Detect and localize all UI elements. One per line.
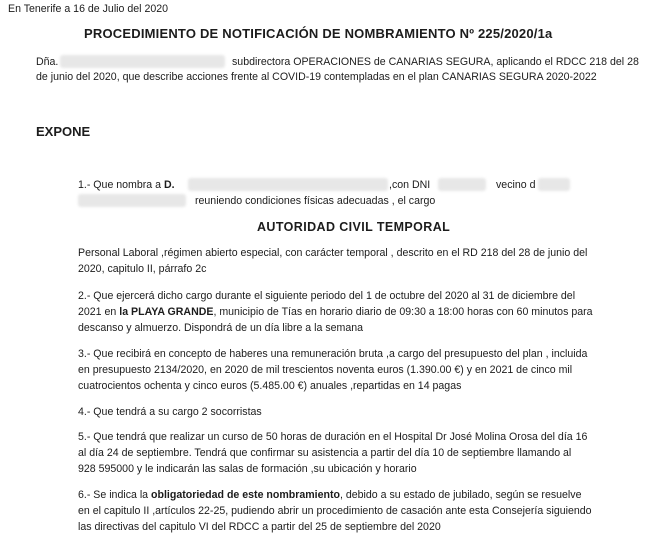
beach-name: la PLAYA GRANDE	[119, 306, 214, 318]
authority-heading: AUTORIDAD CIVIL TEMPORAL	[257, 220, 451, 234]
paragraph-line	[78, 305, 638, 319]
item-6-paragraph	[78, 488, 638, 534]
item-2-paragraph	[78, 289, 638, 335]
paragraph-line: 3.- Que recibirá en concepto de haberes una remuneración bruta ,a cargo del presupuesto del plan , incluida	[78, 348, 588, 360]
expone-heading: EXPONE	[36, 124, 91, 139]
redacted-town-blur-2	[78, 194, 186, 207]
document-title: PROCEDIMIENTO DE NOTIFICACIÓN DE NOMBRAMIENTO Nº 225/2020/1a	[84, 26, 553, 41]
paragraph-line: 4.- Que tendrá a su cargo 2 socorristas	[78, 406, 262, 418]
text-span: , debido a su estado de jubilado, según se resuelve	[339, 489, 582, 501]
paragraph-line: las directivas del capitulo VI del RDCC a partir del 25 de septiembre del 2020	[78, 521, 441, 533]
redacted-town-blur	[538, 178, 570, 191]
item-4-paragraph	[78, 405, 638, 419]
item-1-name-prefix: D.	[163, 179, 175, 191]
paragraph-line: en presupuesto 2134/2020, en 2020 de mil trescientos noventa euros (1.390.00 €) y en 2021 de cinco mil	[78, 364, 573, 376]
paragraph-line: cuatrocientos ochenta y cinco euros (5.485.00 €) anuales ,repartidas en 14 pagas	[78, 380, 462, 392]
paragraph-line: al día 24 de septiembre. Tendrá que confirmar su asistencia a partir del día 10 de septiembre llamando al	[78, 447, 572, 459]
text-span: 2021 en	[78, 306, 120, 318]
item-1-line-2: reuniendo condiciones físicas adecuadas , el cargo	[195, 195, 436, 207]
paragraph-line: Personal Laboral ,régimen abierto especial, con carácter temporal , descrito en el RD 218 del 28 de junio del	[78, 247, 588, 259]
item-1-text: 1.- Que nombra a	[78, 179, 164, 191]
redacted-person-blur	[188, 178, 388, 191]
obligation-emphasis: obligatoriedad de este nombramiento	[151, 489, 340, 501]
paragraph-line: en el capitulo II ,artículos 22-25, pudiendo abrir un procedimiento de casación ante esta Consejería siguiendo	[78, 505, 592, 517]
paragraph-line: 2.- Que ejercerá dicho cargo durante el siguiente periodo del 1 de octubre del 2020 al 31 de diciembre del	[78, 290, 576, 302]
personal-laboral-paragraph	[78, 246, 638, 276]
redacted-dni-blur	[438, 178, 486, 191]
item-1-vecino: vecino d	[496, 179, 536, 191]
item-3-paragraph	[78, 347, 638, 393]
item-1-dni: ,con DNI	[389, 179, 431, 191]
paragraph-line: 2020, capitulo II, párrafo 2c	[78, 263, 207, 275]
intro-line-2: de junio del 2020, que describe acciones frente al COVID-19 contempladas en el plan CANARIAS SEGURA 2020-2022	[36, 71, 597, 83]
intro-prefix: Dña.	[36, 56, 59, 68]
paragraph-line: 928 595000 y le indicarán las salas de formación ,su ubicación y horario	[78, 463, 417, 475]
item-1-prefix	[78, 178, 175, 192]
text-span: , municipio de Tías en horario diario de 09:30 a 18:00 horas con 60 minutos para	[213, 306, 593, 318]
item-5-paragraph	[78, 430, 638, 476]
paragraph-line: 5.- Que tendrá que realizar un curso de 50 horas de duración en el Hospital Dr José Molina Orosa del día 16	[78, 431, 588, 443]
intro-line-1-rest: subdirectora OPERACIONES de CANARIAS SEGURA, aplicando el RDCC 218 del 28	[232, 56, 639, 68]
paragraph-line	[78, 488, 638, 502]
place-date: En Tenerife a 16 de Julio del 2020	[8, 3, 169, 15]
text-span: 6.- Se indica la	[78, 489, 152, 501]
intro-line-1	[36, 55, 58, 69]
redacted-name-blur	[60, 55, 225, 68]
paragraph-line: descanso y almuerzo. Dispondrá de un día libre a la semana	[78, 322, 364, 334]
